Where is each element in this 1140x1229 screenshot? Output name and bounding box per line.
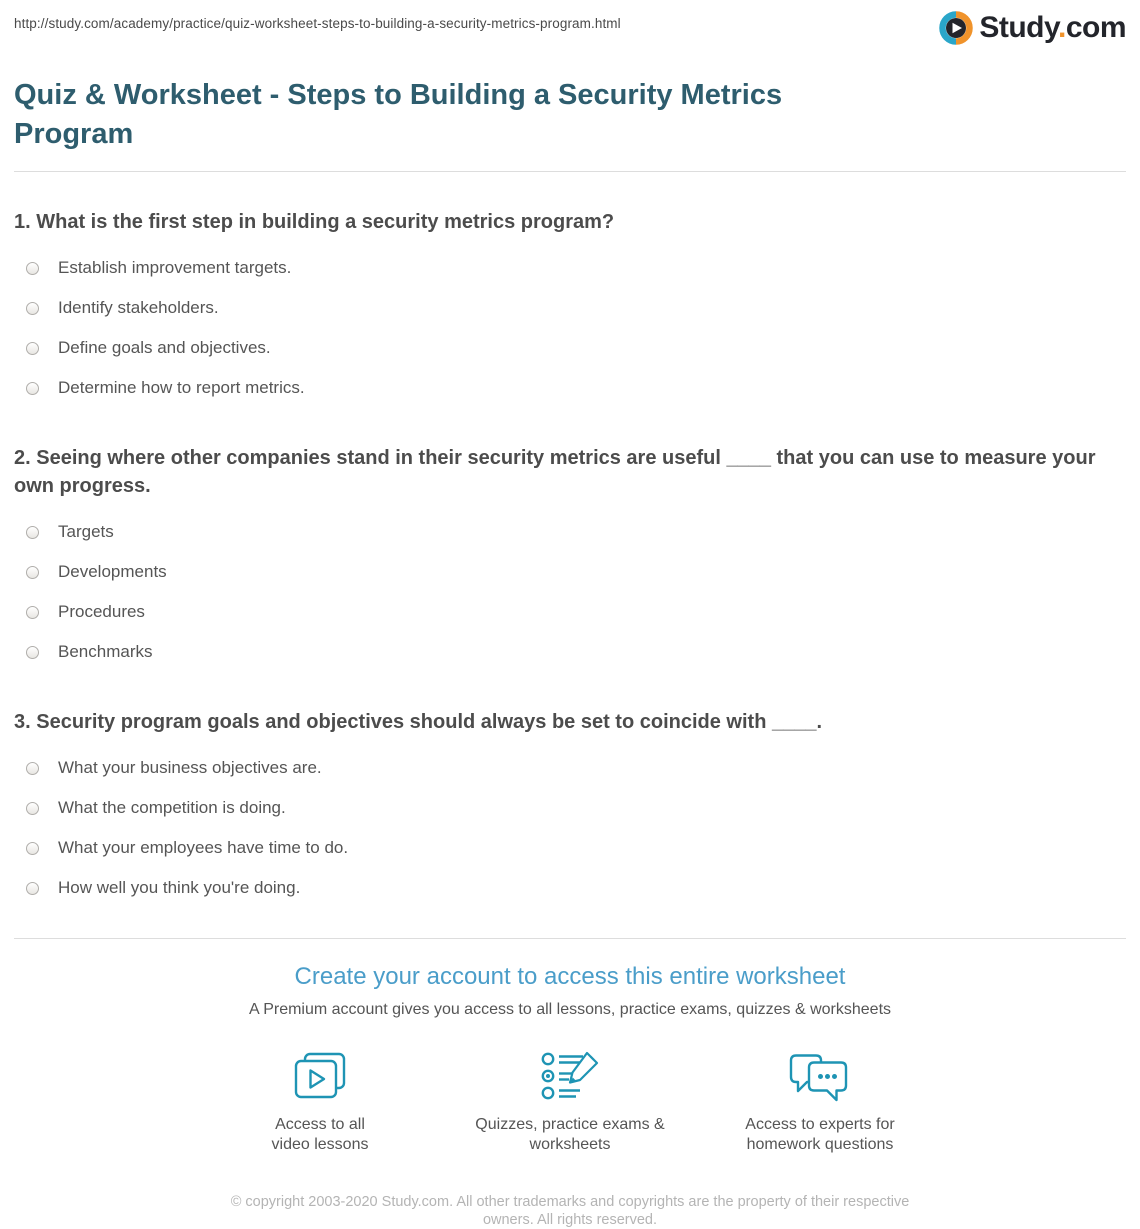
question-text: 3. Security program goals and objectives should always be set to coincide with ____. <box>14 711 823 733</box>
answer-option[interactable] <box>14 248 1126 288</box>
radio-button[interactable] <box>26 566 39 579</box>
answer-option[interactable] <box>14 368 1126 408</box>
answer-option[interactable] <box>14 552 1126 592</box>
radio-button[interactable] <box>26 262 39 275</box>
radio-button[interactable] <box>26 882 39 895</box>
quizzes-worksheets-icon <box>539 1051 601 1103</box>
feature-video-lessons <box>210 1051 430 1155</box>
feature-label: Access to all video lessons <box>271 1116 369 1153</box>
feature-expert-help <box>710 1051 930 1155</box>
video-lessons-icon <box>289 1051 351 1103</box>
answer-option[interactable] <box>14 748 1126 788</box>
header <box>14 0 1126 46</box>
page-title: Quiz & Worksheet - Steps to Building a Security Metrics Program <box>14 79 783 150</box>
title-divider <box>14 171 1126 172</box>
copyright-notice: © copyright 2003-2020 Study.com. All other trademarks and copyrights are the property of their respective owners. All rights reserved. <box>230 1194 910 1228</box>
radio-button[interactable] <box>26 842 39 855</box>
studycom-logo-icon <box>938 10 974 46</box>
studycom-logo[interactable] <box>938 10 1126 46</box>
option-label: Procedures <box>58 602 145 621</box>
radio-button[interactable] <box>26 382 39 395</box>
features-row <box>210 1051 930 1155</box>
answer-option[interactable] <box>14 788 1126 828</box>
studycom-wordmark <box>979 11 1126 45</box>
answer-option[interactable] <box>14 328 1126 368</box>
question-text: 2. Seeing where other companies stand in their security metrics are useful ____ that you can use to measure your own progress. <box>14 447 1096 497</box>
radio-button[interactable] <box>26 526 39 539</box>
radio-button[interactable] <box>26 802 39 815</box>
question-1 <box>14 208 1126 408</box>
answer-option[interactable] <box>14 512 1126 552</box>
question-text: 1. What is the first step in building a security metrics program? <box>14 211 615 233</box>
options-list <box>14 248 1126 408</box>
create-account-link[interactable]: Create your account to access this entire worksheet <box>294 963 846 990</box>
answer-option[interactable] <box>14 288 1126 328</box>
option-label: Establish improvement targets. <box>58 258 292 277</box>
answer-option[interactable] <box>14 592 1126 632</box>
option-label: Determine how to report metrics. <box>58 378 305 397</box>
question-2 <box>14 444 1126 672</box>
option-label: How well you think you're doing. <box>58 878 301 897</box>
option-label: Developments <box>58 562 167 581</box>
radio-button[interactable] <box>26 762 39 775</box>
options-list <box>14 512 1126 672</box>
cta-section <box>14 939 1126 1155</box>
feature-label: Quizzes, practice exams & worksheets <box>475 1116 665 1153</box>
option-label: What your business objectives are. <box>58 758 322 777</box>
logo-dot-text: . <box>1057 11 1066 44</box>
page-url: http://study.com/academy/practice/quiz-worksheet-steps-to-building-a-security-metrics-program.html <box>14 16 621 31</box>
option-label: Targets <box>58 522 114 541</box>
option-label: Benchmarks <box>58 642 153 661</box>
option-label: What your employees have time to do. <box>58 838 349 857</box>
radio-button[interactable] <box>26 342 39 355</box>
premium-subtitle: A Premium account gives you access to all lessons, practice exams, quizzes & worksheets <box>248 1001 892 1018</box>
feature-quizzes-worksheets <box>460 1051 680 1155</box>
options-list <box>14 748 1126 908</box>
option-label: Identify stakeholders. <box>58 298 219 317</box>
question-3 <box>14 708 1126 908</box>
answer-option[interactable] <box>14 868 1126 908</box>
radio-button[interactable] <box>26 606 39 619</box>
feature-label: Access to experts for homework questions <box>745 1116 895 1153</box>
logo-com-text: com <box>1065 11 1126 44</box>
answer-option[interactable] <box>14 828 1126 868</box>
logo-study-text: Study <box>979 11 1058 44</box>
radio-button[interactable] <box>26 646 39 659</box>
chat-experts-icon <box>788 1051 852 1103</box>
radio-button[interactable] <box>26 302 39 315</box>
option-label: What the competition is doing. <box>58 798 286 817</box>
option-label: Define goals and objectives. <box>58 338 271 357</box>
answer-option[interactable] <box>14 632 1126 672</box>
